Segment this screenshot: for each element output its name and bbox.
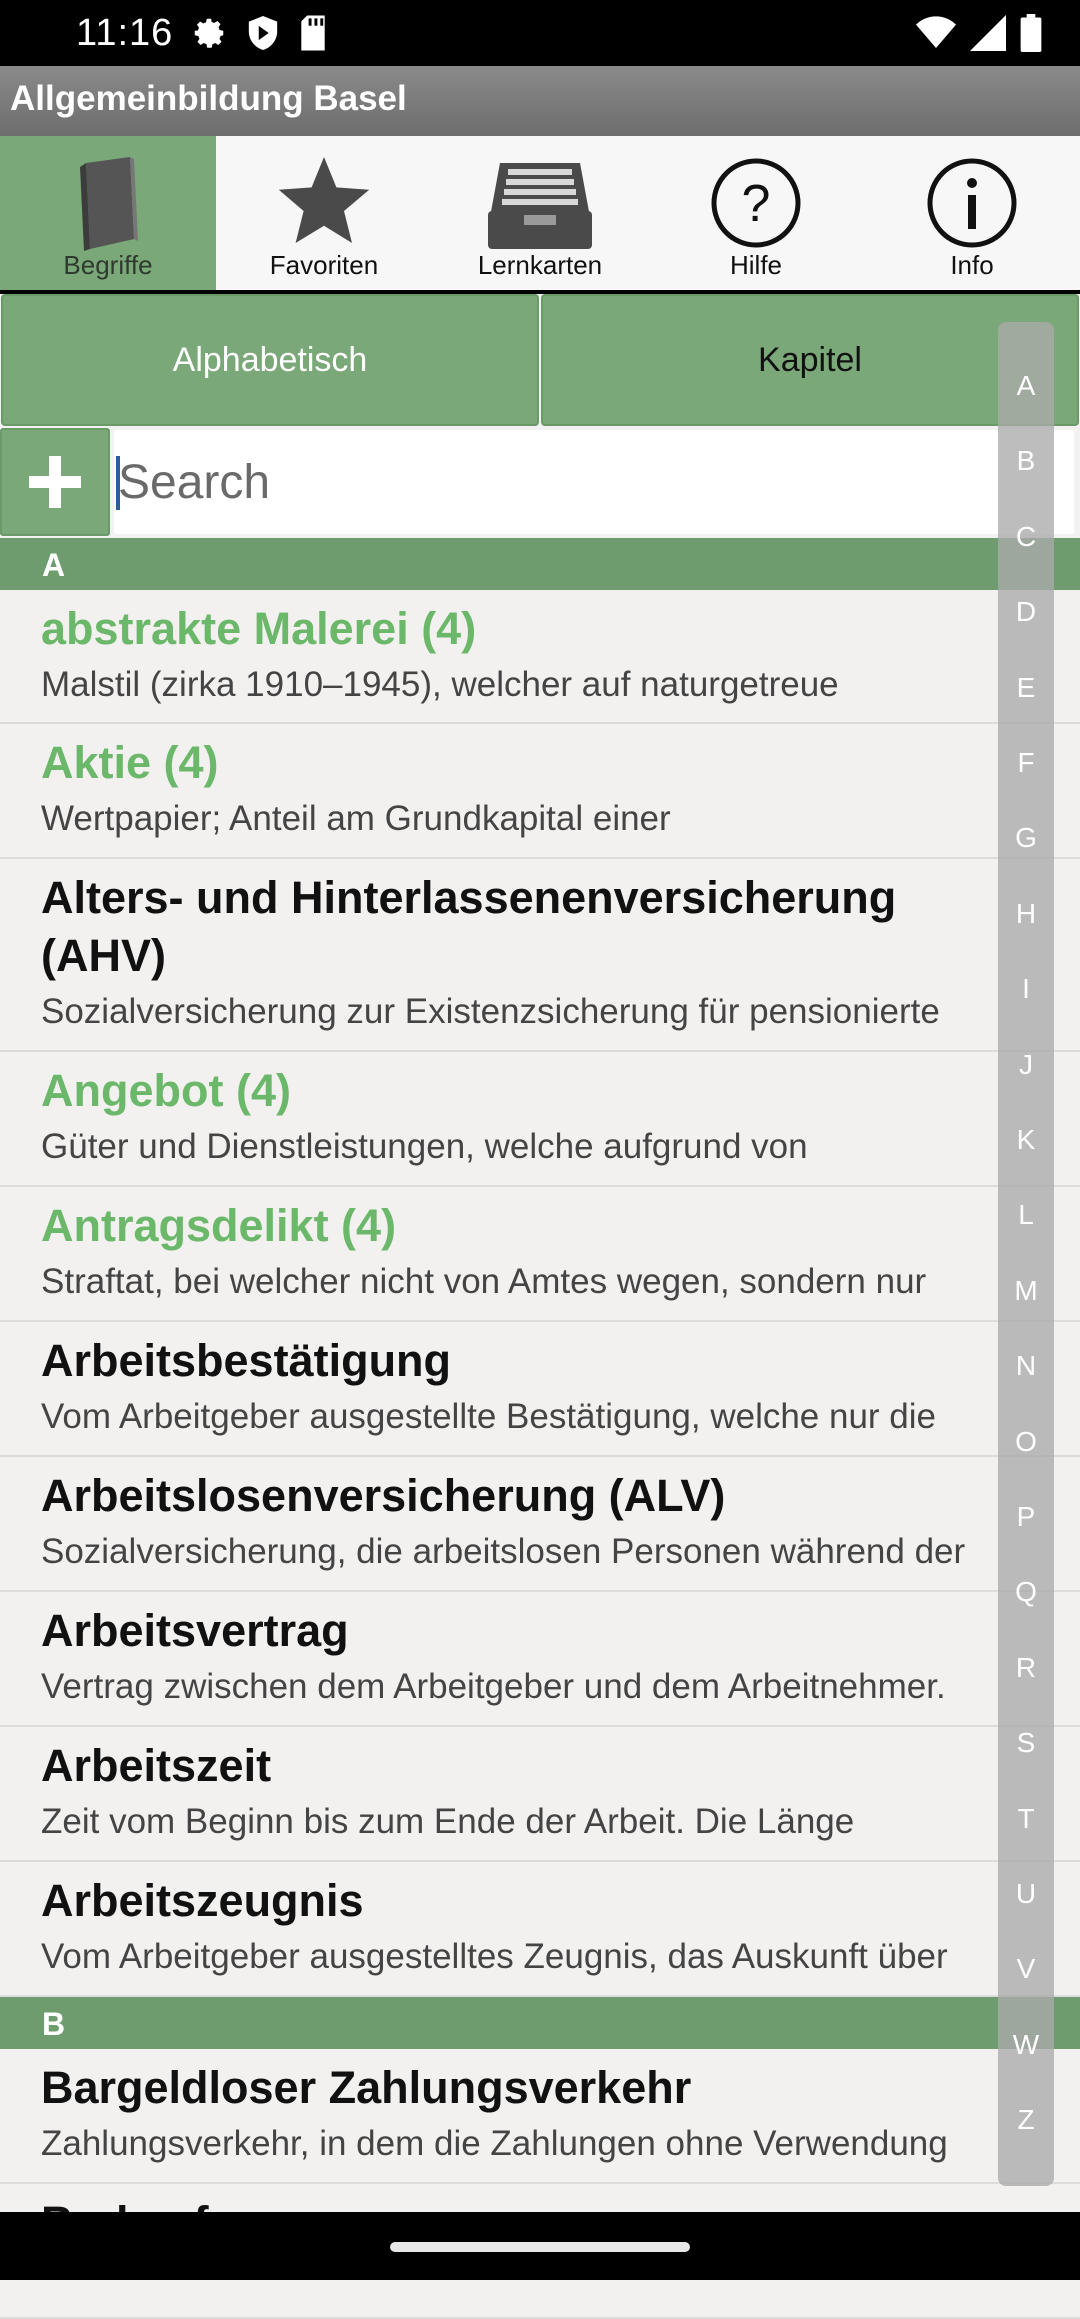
star-icon — [276, 157, 372, 249]
entry-description: Straftat, bei welcher nicht von Amtes wegen, sondern nur — [41, 1262, 927, 1301]
alphabet-index-letter-k[interactable]: K — [1016, 1124, 1036, 1155]
tab-label: Hilfe — [729, 250, 782, 280]
sort-segment — [0, 294, 1080, 426]
alphabet-index-letter-l[interactable]: L — [1018, 1199, 1034, 1231]
alphabet-index-letter-t[interactable]: T — [1017, 1802, 1035, 1834]
alphabet-index-letter-o[interactable]: O — [1015, 1425, 1037, 1457]
alphabet-index-letter-d[interactable]: D — [1015, 596, 1037, 628]
alphabet-index-letter-s[interactable]: S — [1016, 1727, 1036, 1759]
entry-title: Aktie (4) — [41, 737, 219, 788]
home-gesture-bar[interactable] — [390, 2242, 690, 2252]
list-item[interactable] — [0, 2049, 1080, 2184]
entry-description: Vertrag zwischen dem Arbeitgeber und dem Arbeitnehmer. — [41, 1667, 946, 1706]
list-item[interactable] — [0, 1457, 1080, 1592]
svg-text:?: ? — [741, 175, 771, 233]
status-icons-left — [190, 14, 328, 52]
info-icon — [926, 157, 1018, 249]
alphabet-index-letter-h[interactable]: H — [1015, 897, 1037, 929]
list-item[interactable] — [0, 1727, 1080, 1862]
tab-hilfe[interactable] — [648, 136, 864, 290]
alphabet-index-letter-e[interactable]: E — [1016, 671, 1036, 703]
list-item[interactable] — [0, 1322, 1080, 1457]
alphabetical-button[interactable]: Alphabetisch — [1, 294, 539, 426]
navigation-bar — [0, 2212, 1080, 2280]
entry-title: Arbeitszeit — [41, 1740, 272, 1791]
gear-icon — [190, 14, 228, 52]
alphabet-index-letter-p[interactable]: P — [1016, 1501, 1036, 1532]
list-item[interactable] — [0, 859, 1080, 1052]
list-item[interactable] — [0, 1592, 1080, 1727]
alphabet-index[interactable] — [998, 322, 1054, 2186]
status-bar — [0, 0, 1080, 66]
tab-label: Lernkarten — [477, 250, 603, 280]
entry-title: Angebot (4) — [41, 1065, 291, 1116]
entry-description: Malstil (zirka 1910–1945), welcher auf naturgetreue — [41, 665, 839, 704]
entry-description: Vom Arbeitgeber ausgestellte Bestätigung, welche nur die — [41, 1397, 937, 1436]
entry-description: Güter und Dienstleistungen, welche aufgrund von — [41, 1127, 808, 1166]
tab-favoriten[interactable] — [216, 136, 432, 290]
alphabet-index-letter-g[interactable]: G — [1015, 822, 1037, 854]
alphabet-index-letter-q[interactable]: Q — [1015, 1576, 1037, 1608]
search-field[interactable] — [114, 430, 1074, 534]
app-title: Allgemeinbildung Basel — [10, 79, 407, 118]
entry-description: Sozialversicherung zur Existenzsicherung für pensionierte — [41, 992, 940, 1031]
help-icon — [710, 157, 802, 249]
alphabet-index-letter-b[interactable]: B — [1016, 445, 1036, 477]
search-row — [0, 426, 1080, 538]
terms-list[interactable] — [0, 538, 1080, 2212]
chapter-button[interactable]: Kapitel — [541, 294, 1079, 426]
entry-title: Antragsdelikt (4) — [41, 1200, 397, 1251]
entry-title: Arbeitsbestätigung — [41, 1335, 452, 1386]
list-item[interactable] — [0, 1187, 1080, 1322]
entry-description: Zeit vom Beginn bis zum Ende der Arbeit. Die Länge — [41, 1802, 855, 1841]
add-button[interactable] — [0, 428, 110, 536]
entry-title: Arbeitslosenversicherung (ALV) — [41, 1470, 726, 1521]
list-item[interactable] — [0, 1862, 1080, 1997]
section-header-a: A — [0, 538, 1080, 590]
alphabet-index-letter-u[interactable]: U — [1015, 1878, 1037, 1909]
battery-icon — [1020, 14, 1042, 52]
tab-label: Begriffe — [63, 250, 153, 280]
status-time: 11:16 — [76, 12, 174, 54]
tab-lernkarten[interactable] — [432, 136, 648, 290]
entry-title: Arbeitsvertrag — [41, 1605, 349, 1656]
tab-label: Info — [950, 250, 994, 280]
alphabet-index-letter-w[interactable]: W — [1012, 2028, 1040, 2060]
plus-icon — [25, 452, 85, 512]
alphabet-index-letter-r[interactable]: R — [1015, 1651, 1037, 1683]
alphabet-index-letter-n[interactable]: N — [1015, 1350, 1037, 1382]
card-box-icon — [486, 155, 594, 251]
section-header-b: B — [0, 1997, 1080, 2049]
text-cursor — [116, 456, 120, 510]
entry-description: Vom Arbeitgeber ausgestelltes Zeugnis, das Auskunft über — [41, 1937, 948, 1976]
list-item[interactable] — [0, 590, 1080, 724]
tab-begriffe[interactable] — [0, 136, 216, 290]
signal-icon — [970, 15, 1006, 51]
alphabet-index-letter-z[interactable]: Z — [1017, 2104, 1035, 2136]
alphabet-index-letter-v[interactable]: V — [1016, 1953, 1036, 1985]
entry-title: Bargeldloser Zahlungsverkehr — [41, 2062, 692, 2113]
tab-bar — [0, 136, 1080, 290]
tab-label: Favoriten — [269, 250, 379, 280]
alphabet-index-letter-j[interactable]: J — [1019, 1048, 1033, 1080]
wifi-icon — [916, 15, 956, 51]
alphabet-index-letter-a[interactable]: A — [1016, 370, 1036, 401]
app-title-bar — [0, 66, 1080, 136]
status-icons-right — [916, 14, 1042, 52]
tab-info[interactable] — [864, 136, 1080, 290]
entry-title: abstrakte Malerei (4) — [41, 603, 477, 654]
sd-card-icon — [298, 14, 328, 52]
book-icon — [68, 153, 148, 253]
entry-title: Alters- und Hinterlassenenversicherung (AHV) — [41, 872, 897, 981]
alphabet-index-letter-i[interactable]: I — [1022, 973, 1030, 1005]
entry-description: Zahlungsverkehr, in dem die Zahlungen ohne Verwendung — [41, 2124, 948, 2163]
entry-description: Sozialversicherung, die arbeitslosen Personen während der — [41, 1532, 966, 1571]
entry-title: Arbeitszeugnis — [41, 1875, 364, 1926]
list-item[interactable] — [0, 724, 1080, 859]
entry-description: Wertpapier; Anteil am Grundkapital einer — [41, 799, 671, 838]
list-item[interactable] — [0, 1052, 1080, 1187]
alphabet-index-letter-f[interactable]: F — [1017, 747, 1035, 778]
alphabet-index-letter-m[interactable]: M — [1014, 1274, 1038, 1306]
shield-icon — [246, 14, 280, 52]
alphabet-index-letter-c[interactable]: C — [1015, 520, 1037, 552]
search-input[interactable] — [114, 430, 1074, 534]
